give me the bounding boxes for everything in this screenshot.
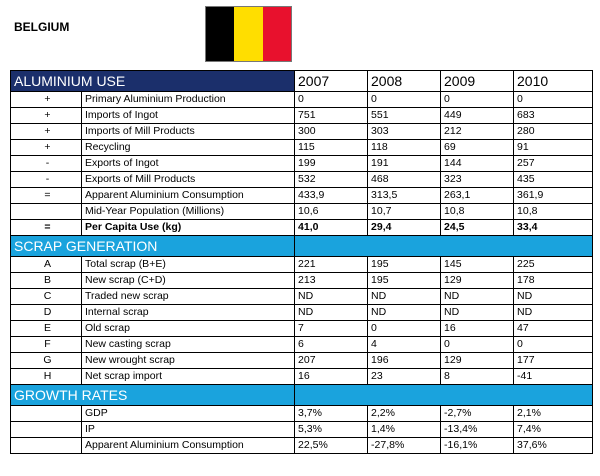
table-row bbox=[11, 140, 593, 156]
year-header: 2010 bbox=[514, 71, 593, 92]
table-row bbox=[11, 257, 593, 273]
row-value: 29,4 bbox=[368, 220, 441, 236]
country-title: BELGIUM bbox=[14, 20, 70, 34]
row-value: 225 bbox=[514, 257, 593, 273]
row-value: 10,8 bbox=[441, 204, 514, 220]
row-value: 1,4% bbox=[368, 422, 441, 438]
row-value: ND bbox=[295, 289, 368, 305]
row-value: 144 bbox=[441, 156, 514, 172]
row-value: 33,4 bbox=[514, 220, 593, 236]
row-value: 212 bbox=[441, 124, 514, 140]
row-value: 16 bbox=[441, 321, 514, 337]
row-label: GDP bbox=[82, 406, 295, 422]
row-value: 191 bbox=[368, 156, 441, 172]
table-row bbox=[11, 438, 593, 454]
row-label: Net scrap import bbox=[82, 369, 295, 385]
row-label: Per Capita Use (kg) bbox=[82, 220, 295, 236]
row-value: 145 bbox=[441, 257, 514, 273]
flag-stripe-red bbox=[263, 7, 291, 61]
row-label: Imports of Mill Products bbox=[82, 124, 295, 140]
row-value: 7,4% bbox=[514, 422, 593, 438]
row-value: 213 bbox=[295, 273, 368, 289]
row-symbol: C bbox=[11, 289, 82, 305]
row-value: 0 bbox=[441, 92, 514, 108]
row-symbol bbox=[11, 438, 82, 454]
row-label: Exports of Ingot bbox=[82, 156, 295, 172]
row-value: 0 bbox=[295, 92, 368, 108]
row-label: Recycling bbox=[82, 140, 295, 156]
row-value: 22,5% bbox=[295, 438, 368, 454]
aluminium-statistics-table bbox=[10, 70, 593, 454]
year-header: 2007 bbox=[295, 71, 368, 92]
growth_rates-header-row bbox=[11, 385, 593, 406]
table-row bbox=[11, 124, 593, 140]
row-value: 10,7 bbox=[368, 204, 441, 220]
row-symbol: B bbox=[11, 273, 82, 289]
row-value: 532 bbox=[295, 172, 368, 188]
row-value: ND bbox=[368, 305, 441, 321]
table-row bbox=[11, 289, 593, 305]
row-value: -41 bbox=[514, 369, 593, 385]
flag-stripe-black bbox=[206, 7, 234, 61]
row-value: 0 bbox=[514, 92, 593, 108]
row-value: 8 bbox=[441, 369, 514, 385]
section-title: ALUMINIUM USE bbox=[11, 71, 295, 92]
table-row bbox=[11, 220, 593, 236]
row-value: 37,6% bbox=[514, 438, 593, 454]
row-symbol: = bbox=[11, 188, 82, 204]
row-label: Apparent Aluminium Consumption bbox=[82, 438, 295, 454]
row-symbol: = bbox=[11, 220, 82, 236]
row-value: ND bbox=[514, 305, 593, 321]
table-row bbox=[11, 108, 593, 124]
row-value: 5,3% bbox=[295, 422, 368, 438]
row-value: 47 bbox=[514, 321, 593, 337]
row-value: 129 bbox=[441, 353, 514, 369]
year-header: 2008 bbox=[368, 71, 441, 92]
row-value: ND bbox=[441, 305, 514, 321]
row-value: 221 bbox=[295, 257, 368, 273]
row-value: 195 bbox=[368, 273, 441, 289]
row-value: 10,6 bbox=[295, 204, 368, 220]
row-label: Mid-Year Population (Millions) bbox=[82, 204, 295, 220]
aluminium_use-header-row bbox=[11, 71, 593, 92]
row-value: 280 bbox=[514, 124, 593, 140]
belgium-flag-icon bbox=[205, 6, 292, 62]
section-band bbox=[295, 236, 593, 257]
row-value: 6 bbox=[295, 337, 368, 353]
row-value: 257 bbox=[514, 156, 593, 172]
row-value: 178 bbox=[514, 273, 593, 289]
year-header: 2009 bbox=[441, 71, 514, 92]
row-value: 4 bbox=[368, 337, 441, 353]
row-symbol bbox=[11, 422, 82, 438]
row-value: 313,5 bbox=[368, 188, 441, 204]
row-symbol bbox=[11, 406, 82, 422]
section-title: SCRAP GENERATION bbox=[11, 236, 295, 257]
row-value: 115 bbox=[295, 140, 368, 156]
section-band bbox=[295, 385, 593, 406]
row-symbol: F bbox=[11, 337, 82, 353]
flag-stripe-yellow bbox=[234, 7, 262, 61]
row-value: ND bbox=[368, 289, 441, 305]
table-row bbox=[11, 92, 593, 108]
row-symbol: E bbox=[11, 321, 82, 337]
row-label: New wrought scrap bbox=[82, 353, 295, 369]
table-row bbox=[11, 406, 593, 422]
row-value: 196 bbox=[368, 353, 441, 369]
row-symbol: + bbox=[11, 92, 82, 108]
table-row bbox=[11, 305, 593, 321]
table-row bbox=[11, 188, 593, 204]
table-row bbox=[11, 273, 593, 289]
row-value: 195 bbox=[368, 257, 441, 273]
row-value: ND bbox=[295, 305, 368, 321]
row-value: -2,7% bbox=[441, 406, 514, 422]
row-label: IP bbox=[82, 422, 295, 438]
row-value: -13,4% bbox=[441, 422, 514, 438]
row-value: 751 bbox=[295, 108, 368, 124]
row-value: 0 bbox=[368, 321, 441, 337]
row-value: 199 bbox=[295, 156, 368, 172]
row-symbol: - bbox=[11, 172, 82, 188]
row-value: 10,8 bbox=[514, 204, 593, 220]
row-value: 0 bbox=[368, 92, 441, 108]
row-symbol: D bbox=[11, 305, 82, 321]
row-label: Imports of Ingot bbox=[82, 108, 295, 124]
row-value: 435 bbox=[514, 172, 593, 188]
row-value: 24,5 bbox=[441, 220, 514, 236]
row-value: 91 bbox=[514, 140, 593, 156]
row-value: 263,1 bbox=[441, 188, 514, 204]
table-row bbox=[11, 337, 593, 353]
row-symbol: + bbox=[11, 124, 82, 140]
table-row bbox=[11, 172, 593, 188]
row-value: 16 bbox=[295, 369, 368, 385]
row-value: 303 bbox=[368, 124, 441, 140]
row-value: 0 bbox=[441, 337, 514, 353]
row-value: 177 bbox=[514, 353, 593, 369]
row-label: Traded new scrap bbox=[82, 289, 295, 305]
row-symbol: A bbox=[11, 257, 82, 273]
row-symbol: + bbox=[11, 108, 82, 124]
table-row bbox=[11, 156, 593, 172]
row-value: 3,7% bbox=[295, 406, 368, 422]
row-value: 23 bbox=[368, 369, 441, 385]
row-value: 323 bbox=[441, 172, 514, 188]
table-row bbox=[11, 353, 593, 369]
row-symbol: H bbox=[11, 369, 82, 385]
row-value: -16,1% bbox=[441, 438, 514, 454]
table-row bbox=[11, 422, 593, 438]
row-value: 2,1% bbox=[514, 406, 593, 422]
row-value: 207 bbox=[295, 353, 368, 369]
row-symbol: - bbox=[11, 156, 82, 172]
row-value: 69 bbox=[441, 140, 514, 156]
row-value: 433,9 bbox=[295, 188, 368, 204]
table-row bbox=[11, 369, 593, 385]
row-value: -27,8% bbox=[368, 438, 441, 454]
scrap_generation-header-row bbox=[11, 236, 593, 257]
row-label: Primary Aluminium Production bbox=[82, 92, 295, 108]
row-value: 449 bbox=[441, 108, 514, 124]
row-label: Internal scrap bbox=[82, 305, 295, 321]
row-value: ND bbox=[514, 289, 593, 305]
row-label: New casting scrap bbox=[82, 337, 295, 353]
row-symbol: + bbox=[11, 140, 82, 156]
row-value: 118 bbox=[368, 140, 441, 156]
row-value: 468 bbox=[368, 172, 441, 188]
row-label: Old scrap bbox=[82, 321, 295, 337]
row-symbol: G bbox=[11, 353, 82, 369]
row-value: 7 bbox=[295, 321, 368, 337]
row-symbol bbox=[11, 204, 82, 220]
row-value: ND bbox=[441, 289, 514, 305]
row-value: 551 bbox=[368, 108, 441, 124]
row-value: 683 bbox=[514, 108, 593, 124]
section-title: GROWTH RATES bbox=[11, 385, 295, 406]
row-value: 129 bbox=[441, 273, 514, 289]
table-row bbox=[11, 321, 593, 337]
row-value: 300 bbox=[295, 124, 368, 140]
row-value: 41,0 bbox=[295, 220, 368, 236]
table-row bbox=[11, 204, 593, 220]
row-label: Exports of Mill Products bbox=[82, 172, 295, 188]
row-value: 2,2% bbox=[368, 406, 441, 422]
row-value: 361,9 bbox=[514, 188, 593, 204]
row-label: Apparent Aluminium Consumption bbox=[82, 188, 295, 204]
row-label: Total scrap (B+E) bbox=[82, 257, 295, 273]
row-label: New scrap (C+D) bbox=[82, 273, 295, 289]
row-value: 0 bbox=[514, 337, 593, 353]
